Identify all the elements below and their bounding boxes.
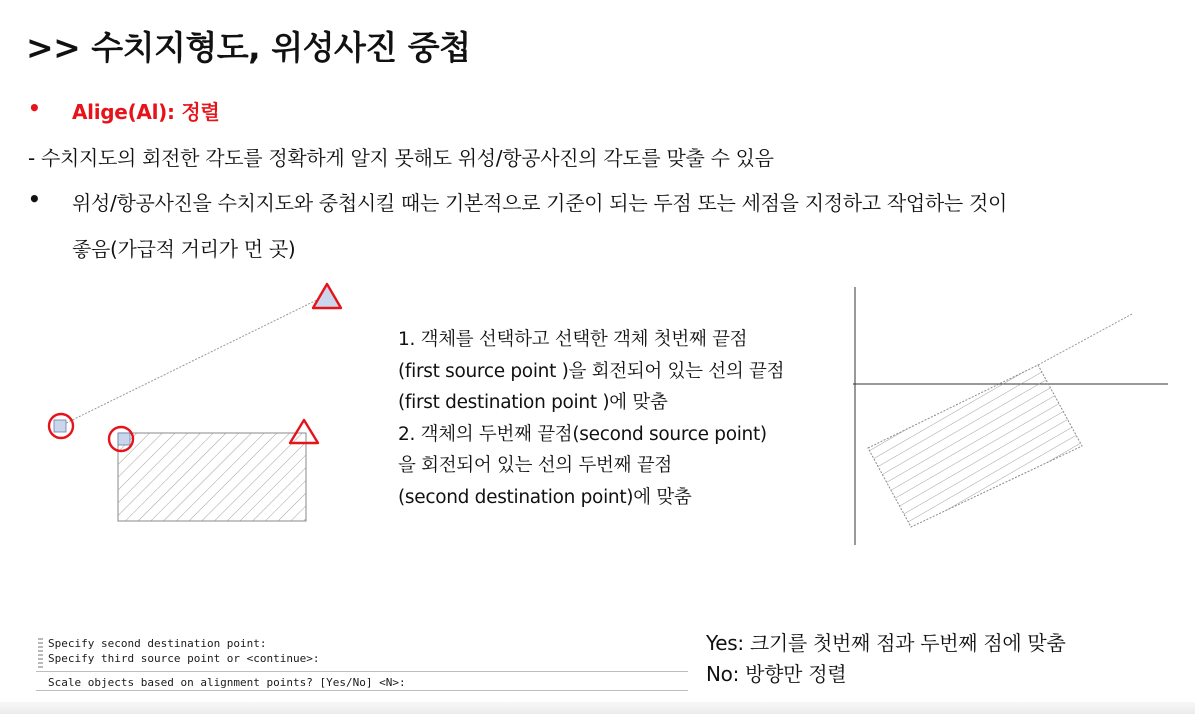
command-divider bbox=[36, 671, 688, 672]
align-heading: Alige(Al): 정렬 bbox=[72, 100, 220, 124]
bullet-marker: • bbox=[28, 96, 41, 120]
angle-note: - 수치지도의 회전한 각도를 정확하게 알지 못해도 위성/항공사진의 각도를 맞출 수 있음 bbox=[28, 146, 774, 170]
no-option-text: No: 방향만 정렬 bbox=[706, 662, 847, 686]
result-diagram bbox=[850, 285, 1170, 547]
tip-text-line-2: 좋음(가급적 거리가 먼 곳) bbox=[72, 237, 296, 261]
source-point-1-marker bbox=[118, 433, 130, 445]
bullet-marker: • bbox=[28, 187, 41, 211]
panel-gripper[interactable] bbox=[38, 638, 43, 668]
command-prompt[interactable]: Scale objects based on alignment points? [Yes/No] <N>: bbox=[48, 676, 406, 689]
source-diagram bbox=[40, 275, 370, 530]
image-object-rect bbox=[118, 433, 306, 521]
step-line: (first source point )을 회전되어 있는 선의 끝점 bbox=[398, 360, 785, 382]
rotated-guide-line bbox=[60, 295, 327, 426]
slide-bottom-edge bbox=[0, 702, 1195, 714]
step-line: 을 회전되어 있는 선의 두번째 끝점 bbox=[398, 455, 672, 476]
command-line-panel bbox=[36, 635, 688, 691]
yes-option-text: Yes: 크기를 첫번째 점과 두번째 점에 맞춤 bbox=[706, 631, 1066, 655]
step-line: 2. 객체의 두번째 끝점(second source point) bbox=[398, 423, 767, 445]
page-title: >> 수치지형도, 위성사진 중첩 bbox=[26, 28, 471, 67]
command-divider bbox=[36, 690, 688, 691]
aligned-image-object bbox=[868, 365, 1082, 527]
step-line: (first destination point )에 맞춤 bbox=[398, 392, 668, 413]
rotated-guide-line bbox=[1038, 314, 1132, 365]
step-line: 1. 객체를 선택하고 선택한 객체 첫번째 끝점 bbox=[398, 329, 748, 350]
command-history-line: Specify third source point or <continue>: bbox=[48, 652, 320, 665]
destination-point-1-marker bbox=[54, 420, 66, 432]
destination-point-2-triangle bbox=[313, 284, 341, 308]
tip-text-line-1: 위성/항공사진을 수치지도와 중첩시킬 때는 기본적으로 기준이 되는 두점 또는 세점을 지정하고 작업하는 것이 bbox=[72, 191, 1008, 215]
command-history-line: Specify second destination point: bbox=[48, 637, 267, 650]
step-line: (second destination point)에 맞춤 bbox=[398, 486, 692, 508]
scale-options bbox=[706, 628, 1065, 690]
alignment-steps bbox=[398, 324, 784, 513]
